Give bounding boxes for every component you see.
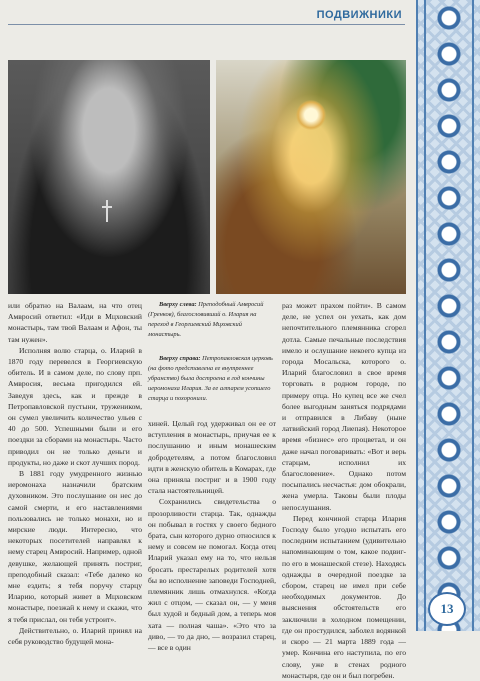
caption-bottom <box>148 354 276 404</box>
cross-icon <box>102 200 112 222</box>
caption-text: Преподобный Амвросий (Гренков), благословивший о. Илария на переход в Георгиевский Мцховский монастырь. <box>148 301 264 338</box>
chandelier-icon <box>296 100 326 130</box>
paragraph: Исполняя волю старца, о. Иларий в 1870 году перевелся в Георгиевскую обитель. И в самом деле, по слову прп. Амвросия, весьма пригодился ей. Заведуя здесь, как и прежде в Петропавловской пустыни, тружеником, он сумел увеличить количество ульев с 40 до 500. Успешными были и его поездки за сборами на монастырь. Часто приводил он не только деньги и продукты, но даже и скот лучших пород. <box>8 345 142 467</box>
photo-monk-portrait <box>8 60 210 294</box>
paragraph: раз может прахом пойти». В самом деле, не успел он уехать, как дом непочтительного племянника сгорел дотла. Самые печальные последствия имело и ослушание некоего купца из города Мосальска, которого о. Иларий благословил в свое время торговать в родном городе, по примеру отца. Но купец все же счел более выгодным заняться подрядами и отправился в Либаву (ныне латвийский город Лиепая). Некоторое время «бизнес» его процветал, и он даже начал поговаривать: «Вот и верь старцам, исполнил их благословение». Однако потом посыпались несчастья: дом обокрали, жена умерла. Таковы были плоды непослушания. <box>282 301 406 512</box>
ornamental-border <box>416 0 480 631</box>
paragraph: Действительно, о. Иларий принял на себя руководство будущей мона- <box>8 625 142 647</box>
text-column-3 <box>282 300 406 681</box>
page-number: 13 <box>428 592 466 626</box>
caption-label: Вверху справа: <box>159 355 201 362</box>
paragraph: хиней. Целый год удерживал он ее от вступления в монастырь, приучая ее к послушанию и иным монашеским добродетелям, а потом благословил идти в женскую обитель в Комарах, где она приняла постриг и в 1900 году стала настоятельницей. <box>148 419 276 496</box>
section-title: ПОДВИЖНИКИ <box>316 9 402 21</box>
text-column-1 <box>8 300 142 647</box>
paragraph: Сохранились свидетельства о прозорливости старца. Так, однажды он побывал в гостях у своего бедного брата, сын которого дурно относился к нему и совсем не помогал. Когда отец Иларий указал ему на то, что нельзя бросать престарелых родителей хотя бы во исполнение заповеди Господней, племянник лишь отмахнулся. «Когда жил с отцом, — сказал он, — у меня был худой и бедный дом, а теперь моя хата — полная чаша». «Это что за диво, — то да дно, — возразил старец, — все в один <box>148 497 276 653</box>
paragraph: или обратно на Валаам, на что отец Амвросий ответил: «Иди в Мцховский монастырь, там твой Валаам и Афон, ты там нужен». <box>8 301 142 344</box>
caption-label: Вверху слева: <box>159 301 197 308</box>
photo-church-interior <box>216 60 406 294</box>
paragraph: Перед кончиной старца Илария Господу было угодно испытать его последним испытанием (удивительно напоминающим о том, какое подвиг-по его в монашеской стезе). Находясь однажды в очередной поездке за сбором, старец не имел при себе необходимых документов. До выяснения обстоятельств его заключили в холодном помещении, где он простудился, заболел водянкой и скоро — 21 марта 1889 года — умер. Кончина его наступила, по его слову, уже в стенах родного монастыря, где он и был погребен. <box>282 513 406 680</box>
paragraph: В 1881 году умудренного жизнью иеромонаха назначили братским духовником. Это послушание он нес до самой смерти, и его наставлениями пользовались не только монахи, но и мирские люди. Интересно, что некоторых посетителей направлял к нему старец Амвросий. Например, одной девушке, желающей принять постриг, преподобный сказал: «Тебе далеко ко мне ездить; я тебя поручу старцу Иларию, который живет в Мцховском монастыре, поезжай к нему и скажи, что я тебя прислал, он тебя устроит». <box>8 469 142 624</box>
caption-top <box>148 300 276 340</box>
text-column-2 <box>148 300 276 653</box>
caption-text: Петропавловская церковь (на фото представлена ее внутреннее убранство) была достроена в год кончины иеромонаха Илария. За ее алтарем усопшего старца и похоронили. <box>148 355 273 402</box>
header-rule <box>8 24 405 25</box>
